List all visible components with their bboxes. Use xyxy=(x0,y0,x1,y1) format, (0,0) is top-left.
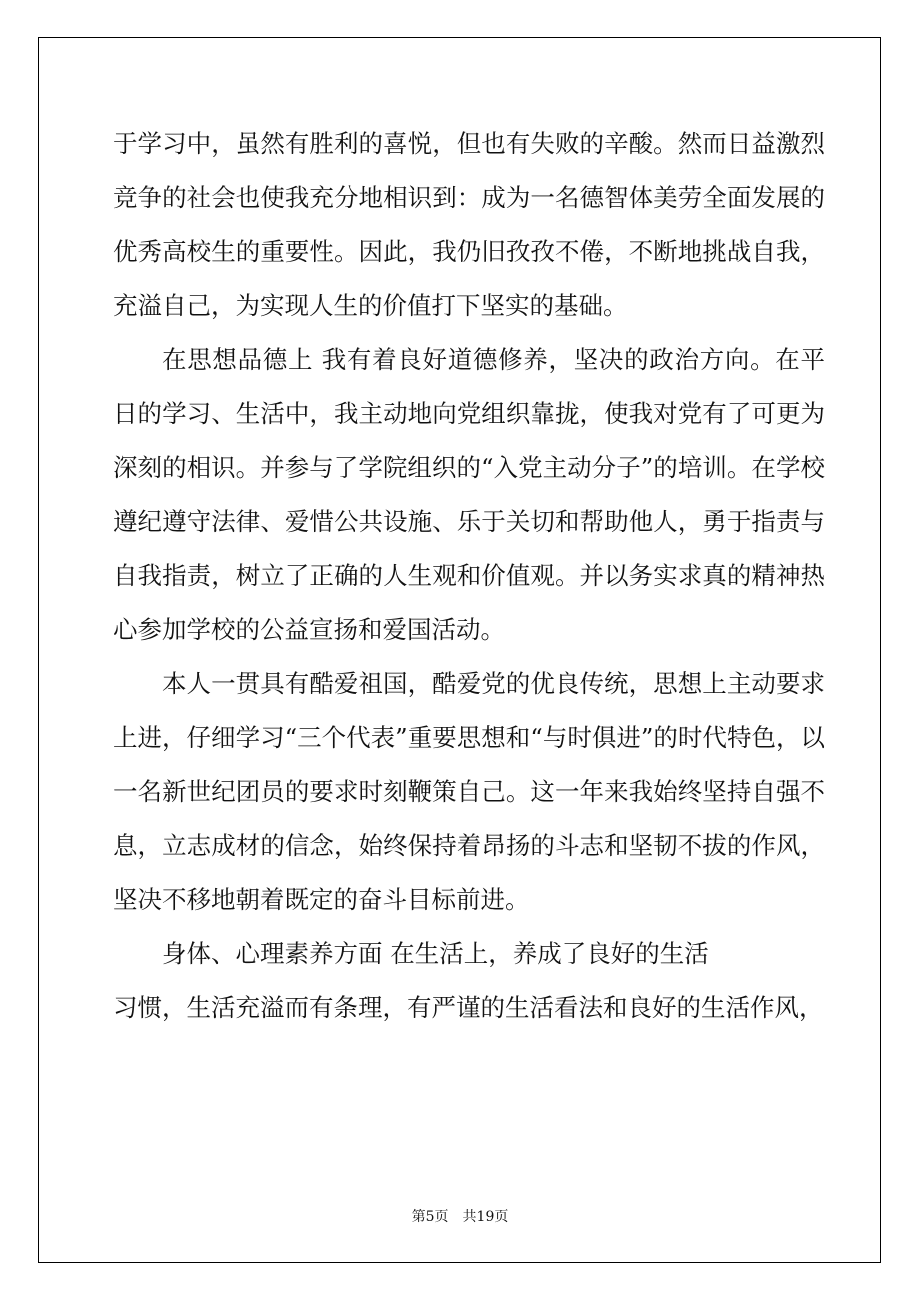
paragraph-2: 在思想品德上 我有着良好道德修养，坚决的政治方向。在平日的学习、生活中，我主动地向党组织靠拢，使我对党有了可更为深刻的相识。并参与了学院组织的“入党主动分子”的培训。在学校遵纪遵守法律、爱惜公共设施、乐于关切和帮助他人，勇于指责与自我指责，树立了正确的人生观和价值观。并以务实求真的精神热心参加学校的公益宣扬和爱国活动。 xyxy=(113,345,825,644)
paragraph-1: 于学习中，虽然有胜利的喜悦，但也有失败的辛酸。然而日益激烈竞争的社会也使我充分地相识到：成为一名德智体美劳全面发展的优秀高校生的重要性。因此，我仍旧孜孜不倦，不断地挑战自我，充溢自己，为实现人生的价值打下坚实的基础。 xyxy=(113,129,825,320)
paragraph-3: 本人一贯具有酷爱祖国，酷爱党的优良传统，思想上主动要求上进，仔细学习“三个代表”重要思想和“与时俱进”的时代特色，以一名新世纪团员的要求时刻鞭策自己。这一年来我始终坚持自强不息，立志成材的信念，始终保持着昂扬的斗志和坚韧不拔的作风，坚决不移地朝着既定的奋斗目标前进。 xyxy=(113,669,825,914)
document-body xyxy=(113,117,825,1035)
page-number-current: 第5页 xyxy=(411,1209,449,1225)
paragraph-4: 身体、心理素养方面 在生活上，养成了良好的生活 xyxy=(162,939,709,968)
page-footer xyxy=(0,1206,920,1226)
page-number-total: 共19页 xyxy=(462,1209,509,1225)
paragraph-5: 习惯，生活充溢而有条理，有严谨的生活看法和良好的生活作风， xyxy=(113,993,824,1022)
